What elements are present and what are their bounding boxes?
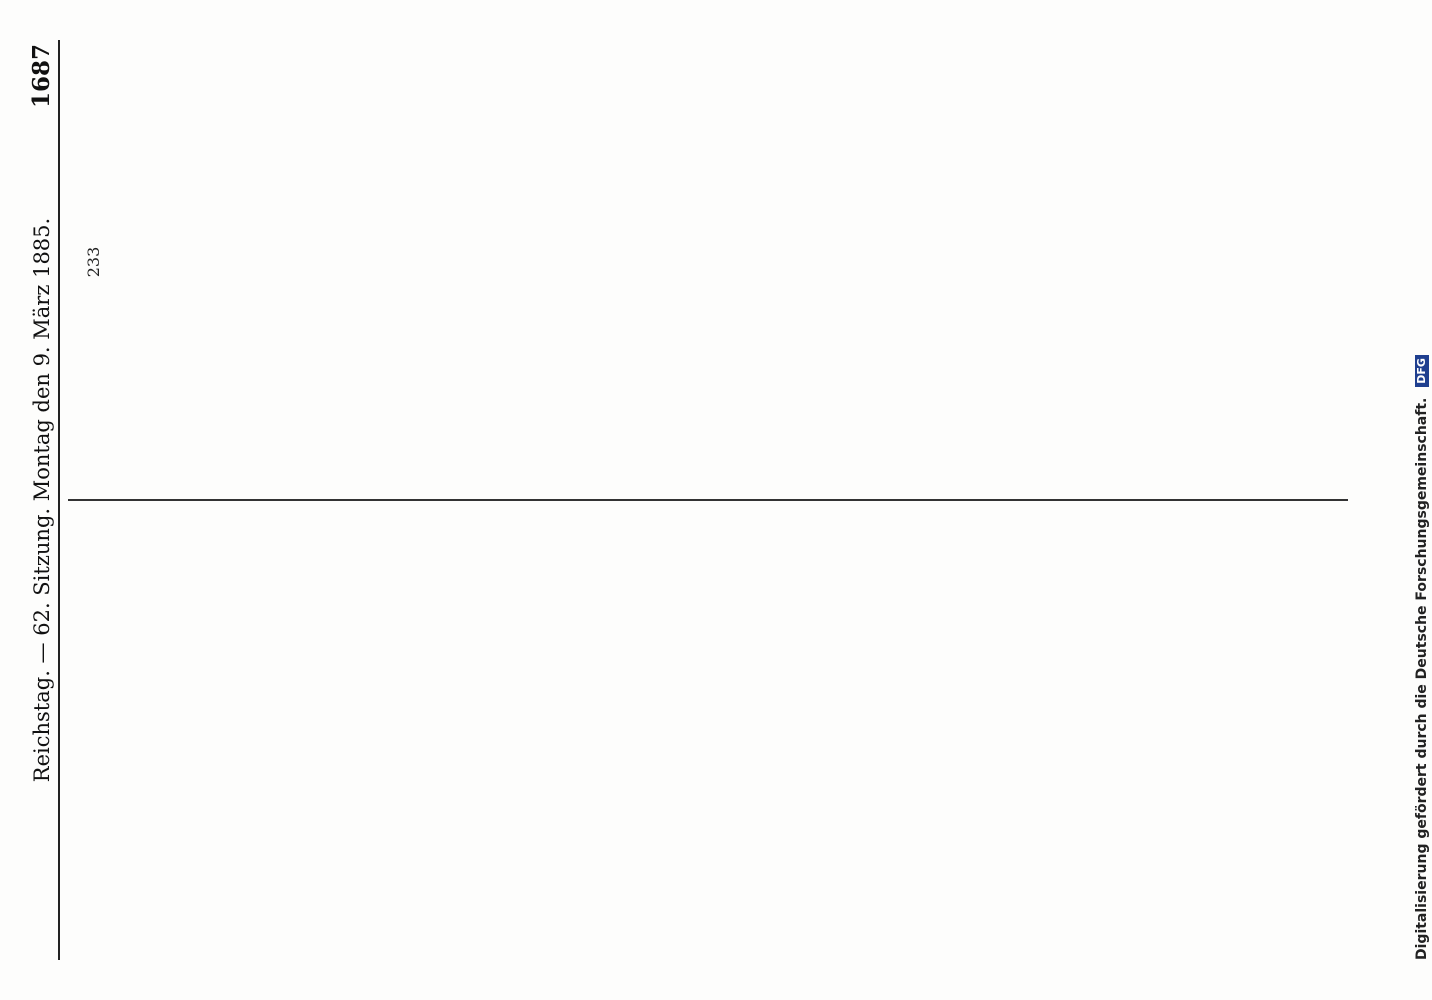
running-head-title: Reichstag. — 62. Sitzung. Montag den 9. März 1885. bbox=[30, 217, 54, 783]
sheet-number: 233 bbox=[84, 246, 103, 278]
dfg-logo: DFG bbox=[1415, 355, 1429, 387]
page-number: 1687 bbox=[28, 44, 55, 109]
text-column-right bbox=[70, 40, 1300, 484]
digitization-credit-text: Digitalisierung gefördert durch die Deutsche Forschungsgemeinschaft. bbox=[1414, 397, 1430, 960]
running-head bbox=[28, 40, 60, 960]
text-column-left bbox=[70, 516, 1300, 960]
column-divider bbox=[68, 500, 1348, 502]
digitization-credit bbox=[1414, 355, 1430, 960]
